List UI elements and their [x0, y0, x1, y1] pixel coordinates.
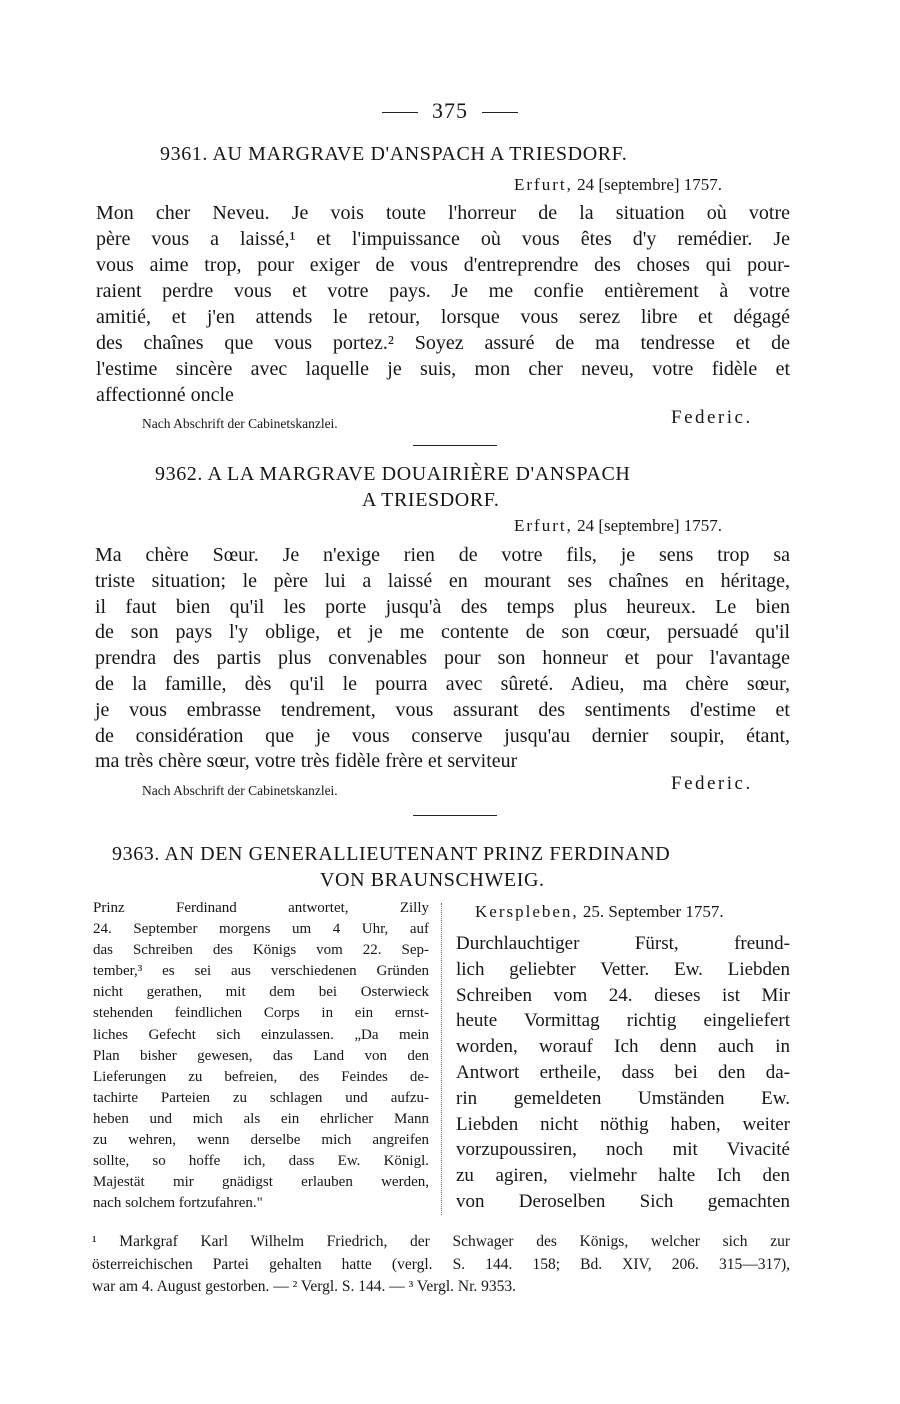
body-line: de considération que je vous conserve jusqu'au dernier soupir, étant, — [95, 724, 790, 747]
summary-line: Majestät mir gnädigst erlauben werden, — [93, 1174, 429, 1191]
body-line: worden, worauf Ich denn auch in — [456, 1036, 790, 1058]
body-line-last: affectionné oncle — [96, 384, 234, 406]
body-line: Ma chère Sœur. Je n'exige rien de votre fils, je sens trop sa — [95, 544, 790, 566]
summary-line: liches Gefecht sich einzulassen. „Da mein — [93, 1026, 429, 1043]
page-number-row — [0, 98, 900, 124]
summary-column — [93, 900, 429, 1216]
summary-line: tember,³ es sei aus verschiedenen Gründen — [93, 963, 429, 980]
letter-heading-line1: 9362. A LA MARGRAVE DOUAIRIÈRE D'ANSPACH — [155, 463, 631, 485]
summary-line: das Schreiben des Königs vom 22. Sep- — [93, 942, 429, 959]
body-line: de son pays l'y oblige, et je me contente de son cœur, persuadé qu'il — [95, 621, 790, 644]
signature: Federic. — [671, 407, 753, 428]
summary-line: heben und mich als ein ehrlicher Mann — [93, 1110, 429, 1127]
letter-heading-line2: VON BRAUNSCHWEIG. — [320, 869, 545, 891]
body-line: rin gemeldeten Umständen Ew. — [456, 1087, 790, 1109]
body-line-last: ma très chère sœur, votre très fidèle frère et serviteur — [95, 750, 518, 773]
summary-line: 24. September morgens um 4 Uhr, auf — [93, 921, 429, 938]
summary-line: tachirte Parteien zu schlagen und aufzu- — [93, 1089, 429, 1106]
footnote-line-last: war am 4. August gestorben. — ² Vergl. S. 144. — ³ Vergl. Nr. 9353. — [92, 1278, 517, 1295]
dateline-date: 24 [septembre] 1757. — [572, 516, 723, 535]
body-line: Durchlauchtiger Fürst, freund- — [456, 933, 790, 954]
summary-line: nicht gerathen, mit dem bei Osterwieck — [93, 984, 429, 1001]
signature: Federic. — [671, 773, 753, 794]
source-note: Nach Abschrift der Cabinetskanzlei. — [142, 416, 338, 431]
letter-heading-line1: 9363. AN DEN GENERALLIEUTENANT PRINZ FERDINAND — [112, 843, 671, 865]
dateline-date: 25. September 1757. — [578, 902, 724, 921]
letter-dateline — [475, 902, 724, 922]
page-number-dash-left — [382, 112, 418, 113]
column-separator — [441, 903, 442, 1215]
body-line: Liebden nicht nöthig haben, weiter — [456, 1113, 790, 1135]
body-line: il faut bien qu'il les porte jusqu'à des temps plus heureux. Le bien — [95, 595, 790, 618]
body-line: von Deroselben Sich gemachten — [456, 1190, 790, 1212]
footnotes — [92, 1233, 790, 1301]
dateline-place: Erfurt, — [514, 175, 573, 194]
source-note: Nach Abschrift der Cabinetskanzlei. — [142, 783, 338, 798]
body-line: vous aime trop, pour exiger de vous d'entreprendre des choses qui pour- — [96, 254, 790, 276]
letter-heading: 9361. AU MARGRAVE D'ANSPACH A TRIESDORF. — [160, 143, 628, 165]
footnote-line: ¹ Markgraf Karl Wilhelm Friedrich, der Schwager des Königs, welcher sich zur — [92, 1233, 790, 1250]
letter-body — [456, 933, 790, 1217]
dateline-date: 24 [septembre] 1757. — [572, 175, 723, 194]
body-line: l'estime sincère avec laquelle je suis, mon cher neveu, votre fidèle et — [96, 358, 790, 380]
body-line: raient perdre vous et votre pays. Je me confie entièrement à votre — [96, 280, 790, 302]
body-line: père vous a laissé,¹ et l'impuissance où vous êtes d'y remédier. Je — [96, 228, 790, 250]
summary-line: Lieferungen zu befreien, des Feindes de- — [93, 1068, 429, 1085]
summary-line: sollte, so hoffe ich, dass Ew. Königl. — [93, 1153, 429, 1170]
section-divider — [413, 445, 497, 446]
body-line: heute Vormittag richtig eingeliefert — [456, 1010, 790, 1032]
page-number-dash-right — [482, 112, 518, 113]
letter-body — [95, 544, 790, 776]
summary-line: stehenden feindlichen Corps in ein ernst- — [93, 1005, 429, 1022]
body-line: Schreiben vom 24. dieses ist Mir — [456, 984, 790, 1006]
letter-dateline — [514, 175, 722, 195]
summary-line: zu wehren, wenn derselbe mich angreifen — [93, 1132, 429, 1149]
body-line: des chaînes que vous portez.² Soyez assuré de ma tendresse et de — [96, 332, 790, 354]
dateline-place: Kerspleben, — [475, 902, 579, 921]
body-line: Mon cher Neveu. Je vois toute l'horreur de la situation où votre — [96, 202, 790, 224]
body-line: Antwort ertheile, dass bei den da- — [456, 1061, 790, 1083]
body-line: de la famille, dès qu'il le pourra avec sûreté. Adieu, ma chère sœur, — [95, 672, 790, 695]
body-line: triste situation; le père lui a laissé en mourant ses chaînes en héritage, — [95, 569, 790, 592]
letter-heading-line2: A TRIESDORF. — [362, 489, 500, 511]
summary-line: Plan bisher gewesen, das Land von den — [93, 1047, 429, 1064]
summary-line: Prinz Ferdinand antwortet, Zilly — [93, 900, 429, 916]
body-line: je vous embrasse tendrement, vous assurant des sentiments d'estime et — [95, 698, 790, 721]
body-line: amitié, et j'en attends le retour, lorsque vous serez libre et dégagé — [96, 306, 790, 328]
body-line: zu agiren, vielmehr halte Ich den — [456, 1165, 790, 1187]
letter-body — [96, 202, 790, 410]
letter-dateline — [514, 516, 722, 536]
section-divider — [413, 815, 497, 816]
dateline-place: Erfurt, — [514, 516, 573, 535]
body-line: vorzupoussiren, noch mit Vivacité — [456, 1139, 790, 1161]
summary-line-last: nach solchem fortzufahren." — [93, 1195, 263, 1212]
body-line: prendra des partis plus convenables pour son honneur et pour l'avantage — [95, 647, 790, 670]
page-number: 375 — [432, 98, 468, 123]
footnote-line: österreichischen Partei gehalten hatte (vergl. S. 144. 158; Bd. XIV, 206. 315—317), — [92, 1255, 790, 1273]
body-line: lich geliebter Vetter. Ew. Liebden — [456, 958, 790, 980]
